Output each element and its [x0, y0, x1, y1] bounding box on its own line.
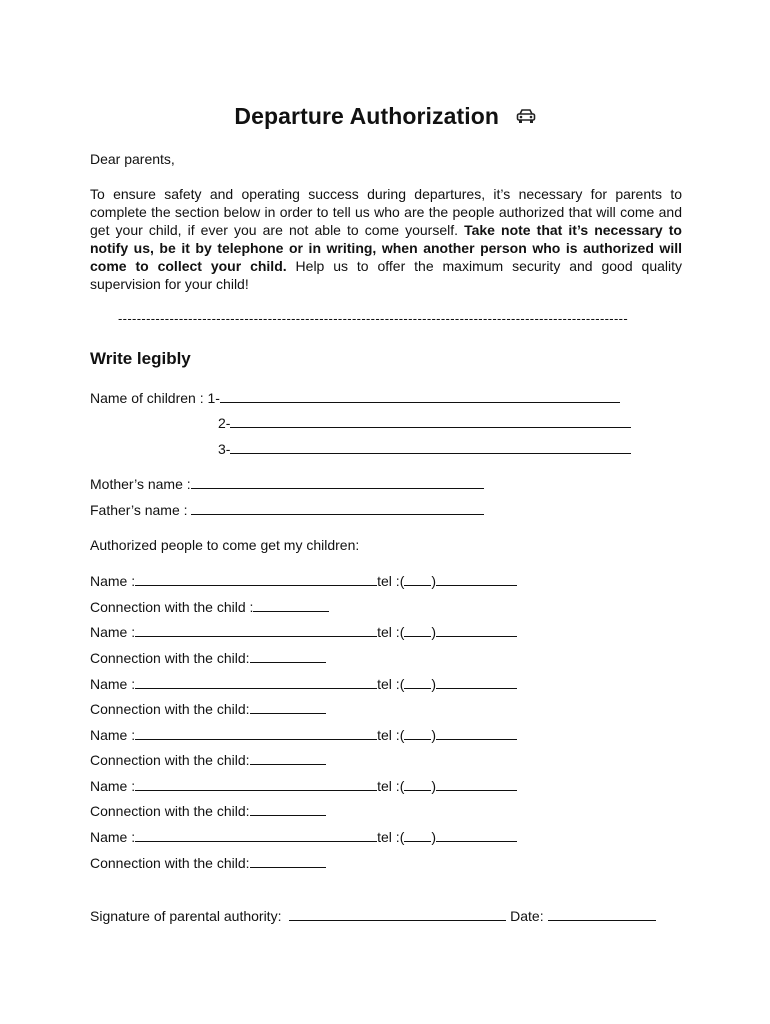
authorized-1-name-row — [90, 571, 517, 590]
page-title — [0, 100, 770, 134]
greeting: Dear parents, — [90, 151, 175, 167]
authorized-2-name-row — [90, 622, 517, 641]
authorized-6-name-row — [90, 827, 517, 846]
tel-close: ) — [431, 676, 437, 692]
authorized-1-connection-row — [90, 597, 329, 616]
name-label: Name : — [90, 676, 136, 692]
authorized-3-connection-row — [90, 699, 326, 718]
child-2-row — [218, 413, 631, 432]
tel-label: tel :( — [377, 676, 405, 692]
authorized-1-connection-field[interactable] — [253, 597, 329, 612]
child-3-name-field[interactable] — [230, 439, 631, 454]
mother-row — [90, 474, 484, 493]
tel-close: ) — [431, 829, 437, 845]
authorized-3-name-field[interactable] — [135, 674, 377, 689]
signature-field[interactable] — [289, 906, 506, 921]
authorized-6-area-code-field[interactable] — [404, 827, 431, 842]
authorized-3-connection-field[interactable] — [250, 699, 326, 714]
tel-label: tel :( — [377, 624, 405, 640]
authorized-2-area-code-field[interactable] — [404, 622, 431, 637]
connection-label: Connection with the child: — [90, 803, 250, 819]
tel-label: tel :( — [377, 829, 405, 845]
authorized-2-connection-row — [90, 648, 326, 667]
father-row — [90, 500, 484, 519]
date-label: Date: — [510, 908, 544, 924]
name-label: Name : — [90, 829, 136, 845]
connection-label: Connection with the child: — [90, 855, 250, 871]
tel-close: ) — [431, 727, 437, 743]
authorized-5-name-field[interactable] — [135, 776, 377, 791]
child-1-row — [90, 388, 620, 407]
authorized-6-name-field[interactable] — [135, 827, 377, 842]
intro-text-a: To ensure safety and operating success during departures, it’s necessary for parents to complete the section below in order to tell us who are the people authorized that will come and get your child, if ever you are not able to come yourself. — [90, 186, 682, 238]
connection-label: Connection with the child : — [90, 599, 254, 615]
date-field[interactable] — [548, 906, 656, 921]
intro-paragraph — [90, 185, 682, 293]
intro-text-b: Help us to offer the maximum security and good quality supervision for your child! — [90, 258, 683, 292]
name-label: Name : — [90, 624, 136, 640]
name-label: Name : — [90, 778, 136, 794]
car-icon — [516, 100, 536, 132]
authorized-6-connection-field[interactable] — [250, 853, 326, 868]
intro-bold-notice: Take note that it’s necessary to notify us, be it by telephone or in writing, when another person who is authorized will come to collect your child. — [90, 222, 682, 274]
signature-label: Signature of parental authority: — [90, 908, 282, 924]
mother-label: Mother’s name : — [90, 476, 191, 492]
tel-close: ) — [431, 624, 437, 640]
authorized-4-connection-field[interactable] — [250, 750, 326, 765]
authorized-2-phone-field[interactable] — [436, 622, 517, 637]
tel-label: tel :( — [377, 573, 405, 589]
authorized-3-area-code-field[interactable] — [404, 674, 431, 689]
child-3-number: 3- — [218, 441, 231, 457]
father-label: Father’s name : — [90, 502, 192, 518]
mother-name-field[interactable] — [191, 474, 484, 489]
child-2-name-field[interactable] — [230, 413, 631, 428]
tel-label: tel :( — [377, 778, 405, 794]
authorized-1-name-field[interactable] — [135, 571, 377, 586]
tel-label: tel :( — [377, 727, 405, 743]
connection-label: Connection with the child: — [90, 752, 250, 768]
authorized-1-area-code-field[interactable] — [404, 571, 431, 586]
authorized-2-name-field[interactable] — [135, 622, 377, 637]
child-1-number: 1- — [207, 390, 220, 406]
father-name-field[interactable] — [191, 500, 484, 515]
child-1-name-field[interactable] — [220, 388, 620, 403]
authorized-4-area-code-field[interactable] — [404, 725, 431, 740]
authorized-5-phone-field[interactable] — [436, 776, 517, 791]
child-2-number: 2- — [218, 415, 231, 431]
tel-close: ) — [431, 778, 437, 794]
authorized-5-area-code-field[interactable] — [404, 776, 431, 791]
name-label: Name : — [90, 573, 136, 589]
name-label: Name : — [90, 727, 136, 743]
child-3-row — [218, 439, 631, 458]
authorized-6-phone-field[interactable] — [436, 827, 517, 842]
authorized-5-connection-row — [90, 801, 326, 820]
authorized-4-name-row — [90, 725, 517, 744]
authorized-5-connection-field[interactable] — [250, 801, 326, 816]
authorized-3-name-row — [90, 674, 517, 693]
title-text: Departure Authorization — [234, 103, 500, 129]
connection-label: Connection with the child: — [90, 701, 250, 717]
connection-label: Connection with the child: — [90, 650, 250, 666]
signature-row — [90, 906, 656, 925]
authorized-2-connection-field[interactable] — [250, 648, 326, 663]
tel-close: ) — [431, 573, 437, 589]
authorized-3-phone-field[interactable] — [436, 674, 517, 689]
write-legibly-heading: Write legibly — [90, 349, 191, 368]
authorized-5-name-row — [90, 776, 517, 795]
authorized-4-phone-field[interactable] — [436, 725, 517, 740]
authorized-4-name-field[interactable] — [135, 725, 377, 740]
authorized-4-connection-row — [90, 750, 326, 769]
authorized-1-phone-field[interactable] — [436, 571, 517, 586]
authorized-heading: Authorized people to come get my children: — [90, 537, 360, 553]
children-label: Name of children : — [90, 390, 208, 406]
dashed-separator: ------------------------------------------------------------------------------------------------------------- — [118, 311, 629, 326]
authorized-6-connection-row — [90, 853, 326, 872]
